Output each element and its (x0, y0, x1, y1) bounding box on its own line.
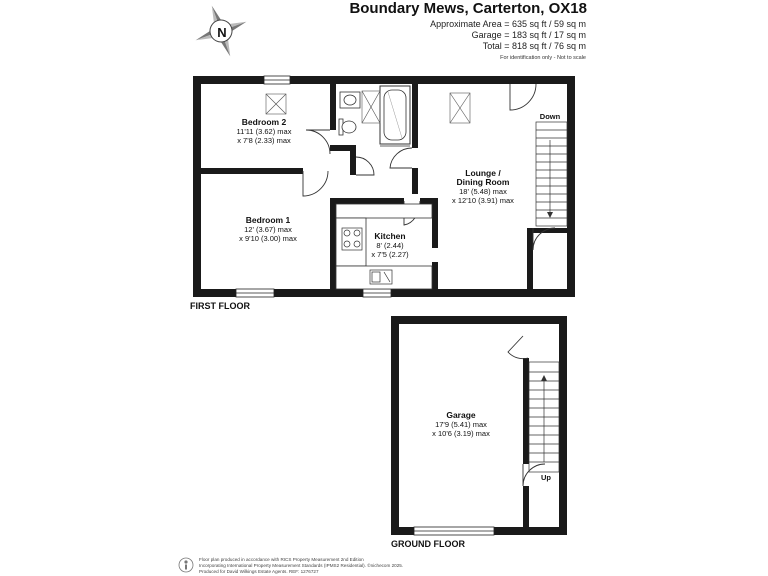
footer-line1: Floor plan produced in accordance with RICS Property Measurement 2nd Edition (199, 557, 364, 562)
first-floor-plan (190, 76, 575, 311)
rics-logo-icon (179, 558, 193, 572)
skylight-icon (266, 91, 470, 123)
bedroom1-name: Bedroom 1 (245, 215, 291, 225)
garage-dim1: 17'9 (5.41) max (435, 420, 487, 429)
stairs-down-label: Down (539, 112, 561, 121)
header (349, 0, 587, 61)
kitchen-dim1: 8' (2.44) (376, 241, 404, 250)
lounge-name2: Dining Room (456, 177, 510, 187)
kitchen-dim2: x 7'5 (2.27) (371, 250, 409, 259)
bath-icon (380, 86, 410, 146)
bedroom2-dim1: 11'11 (3.62) max (236, 127, 292, 136)
compass-label: N (217, 25, 227, 40)
wc-icon (339, 119, 356, 135)
lounge-dim2: x 12'10 (3.91) max (452, 196, 514, 205)
bedroom1-dim1: 12' (3.67) max (244, 225, 292, 234)
garage-labels (432, 410, 551, 482)
stairs-up-arrow-icon (541, 375, 547, 381)
disclaimer: For identification only - Not to scale (500, 55, 586, 61)
first-floor-label: FIRST FLOOR (190, 301, 250, 311)
lounge-dim1: 18' (5.48) max (459, 187, 507, 196)
garage-name: Garage (446, 410, 476, 420)
lounge-name1: Lounge / (465, 168, 501, 178)
stairs-up-label: Up (541, 473, 551, 482)
footer-line3: Produced for David Wilkings Estate Agents. REF: 1276727 (199, 569, 319, 574)
stairs-down (536, 122, 567, 226)
kitchen-name: Kitchen (374, 231, 406, 241)
bedroom1-dim2: x 9'10 (3.00) max (239, 234, 297, 243)
bedroom2-dim2: x 7'8 (2.33) max (237, 136, 291, 145)
footer-line2: Incorporating International Property Measurement Standards (IPMS2 Residential). ©nichecom 2025. (199, 563, 404, 568)
ground-floor-label: GROUND FLOOR (391, 539, 465, 549)
bedroom2-name: Bedroom 2 (241, 117, 287, 127)
ground-floor-plan (391, 316, 567, 549)
stairs-arrow-icon (547, 212, 553, 218)
footer (179, 557, 403, 574)
basin-icon (340, 92, 360, 108)
address-title: Boundary Mews, Carterton, OX18 (349, 0, 587, 17)
area-approx: Approximate Area = 635 sq ft / 59 sq m (430, 19, 586, 29)
garage-dim2: x 10'6 (3.19) max (432, 429, 490, 438)
area-total: Total = 818 sq ft / 76 sq m (482, 41, 586, 51)
area-garage: Garage = 183 sq ft / 17 sq m (471, 30, 586, 40)
